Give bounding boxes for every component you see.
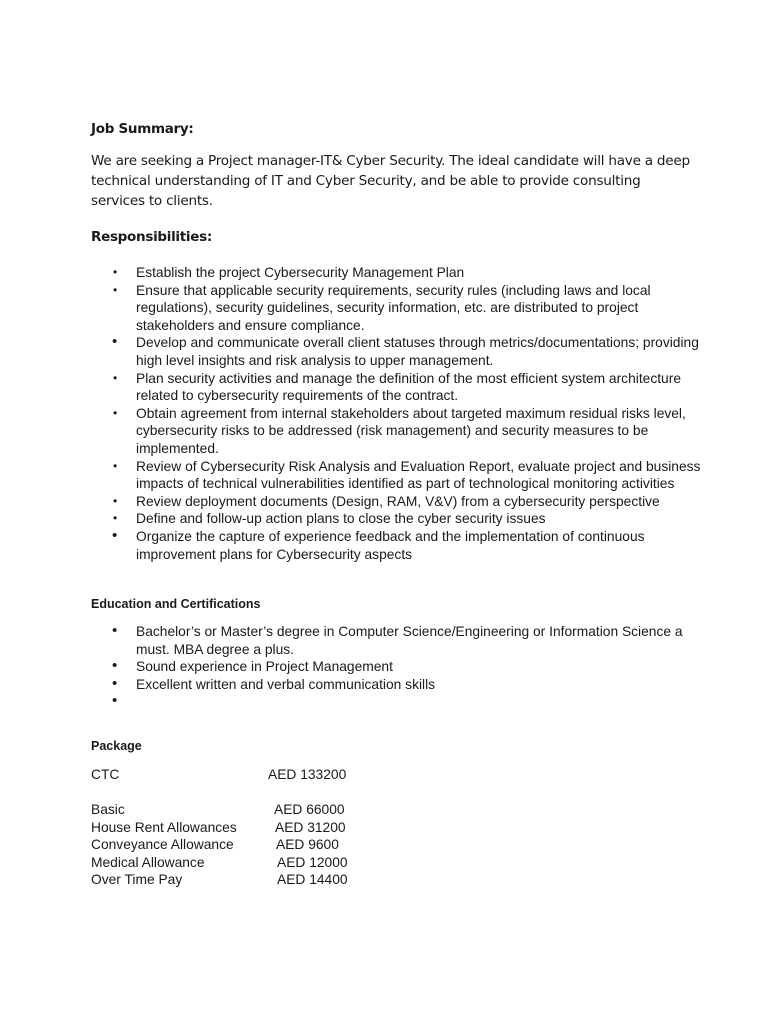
list-item	[91, 370, 711, 405]
education-list	[91, 623, 711, 711]
package-label: CTC	[91, 767, 120, 782]
package-row	[91, 836, 339, 854]
list-item	[91, 623, 711, 658]
package-heading: Package	[91, 739, 142, 753]
bullet-icon: •	[112, 526, 118, 544]
package-label: House Rent Allowances	[91, 819, 237, 835]
job-summary-text: We are seeking a Project manager-IT& Cyber Security. The ideal candidate will have a deep technical understanding of IT and Cyber Security, and be able to provide consulting services to clients.	[91, 153, 690, 209]
package-value: AED 66000	[274, 802, 345, 817]
package-row	[91, 801, 345, 819]
package-value: AED 9600	[276, 837, 339, 852]
list-item-text: Ensure that applicable security requirements, security rules (including laws and local regulations), security guidelines, security information, etc. are distributed to project stakeholders and ensure compliance.	[136, 282, 651, 333]
package-row	[91, 871, 348, 889]
package-label: Over Time Pay	[91, 872, 183, 887]
bullet-icon: •	[113, 405, 118, 420]
list-item	[91, 493, 711, 511]
list-item	[91, 658, 711, 676]
package-row	[91, 819, 346, 837]
package-label: Medical Allowance	[91, 854, 205, 870]
package-value: AED 31200	[275, 819, 346, 835]
package-value: AED 14400	[277, 872, 348, 887]
list-item	[91, 405, 711, 458]
list-item	[91, 693, 711, 711]
list-item	[91, 528, 711, 563]
bullet-icon: •	[112, 657, 118, 675]
list-item-text: Plan security activities and manage the definition of the most efficient system architecture related to cybersecurity requirements of the contract.	[136, 370, 681, 404]
bullet-icon: •	[113, 511, 118, 526]
job-summary-heading: Job Summary:	[91, 121, 194, 137]
list-item	[91, 676, 711, 694]
list-item-text: Review deployment documents (Design, RAM, V&V) from a cybersecurity perspective	[136, 493, 660, 509]
list-item	[91, 510, 711, 528]
responsibilities-heading: Responsibilities:	[91, 229, 212, 245]
bullet-icon: •	[112, 333, 118, 351]
list-item-text: Establish the project Cybersecurity Management Plan	[136, 265, 465, 280]
package-row	[91, 854, 348, 872]
list-item	[91, 264, 711, 282]
package-value: AED 12000	[277, 854, 348, 870]
list-item-text: Obtain agreement from internal stakeholders about targeted maximum residual risks level, cybersecurity risks to be addressed (risk management) and security measures to be implemented.	[136, 405, 686, 456]
education-heading: Education and Certifications	[91, 597, 261, 611]
bullet-icon: •	[112, 674, 118, 692]
package-label: Conveyance Allowance	[91, 837, 234, 852]
bullet-icon: •	[112, 692, 118, 710]
bullet-icon: •	[112, 622, 118, 639]
bullet-icon: •	[113, 493, 118, 508]
list-item-text: Review of Cybersecurity Risk Analysis and Evaluation Report, evaluate project and business impacts of technical vulnerabilities identified as part of technological monitoring activities	[136, 458, 701, 492]
package-row-ctc	[91, 766, 347, 784]
list-item-text: Define and follow-up action plans to close the cyber security issues	[136, 511, 546, 527]
bullet-icon: •	[113, 265, 118, 279]
bullet-icon: •	[113, 458, 118, 473]
list-item	[91, 282, 711, 335]
list-item	[91, 458, 711, 493]
package-label: Basic	[91, 802, 125, 817]
list-item-text: Excellent written and verbal communication skills	[136, 676, 436, 692]
bullet-icon: •	[113, 282, 118, 297]
list-item-text: Develop and communicate overall client statuses through metrics/documentations; providing high level insights and risk analysis to upper management.	[136, 335, 699, 368]
package-value: AED 133200	[268, 767, 347, 782]
list-item-text: Bachelor’s or Master’s degree in Computer Science/Engineering or Information Science a must. MBA degree a plus.	[136, 624, 683, 657]
list-item-text: Organize the capture of experience feedback and the implementation of continuous improvement plans for Cybersecurity aspects	[136, 528, 645, 562]
list-item	[91, 334, 711, 369]
list-item-text: Sound experience in Project Management	[136, 659, 393, 675]
bullet-icon: •	[113, 370, 118, 385]
responsibilities-list	[91, 264, 711, 563]
